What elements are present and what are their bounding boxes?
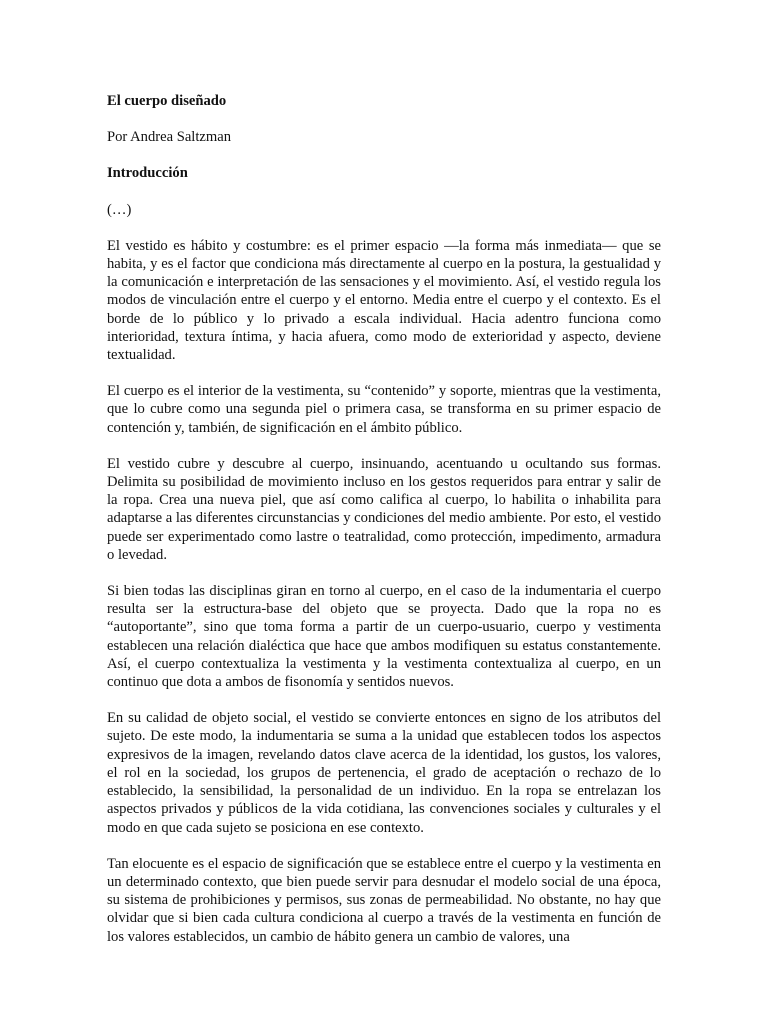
paragraph-6: Tan elocuente es el espacio de significación que se establece entre el cuerpo y la vestimenta en un determinado contexto, que bien puede servir para desnudar el modelo social de una época, su sistema de prohibiciones y permisos, sus zonas de permeabilidad. No obstante, no hay que olvidar que si bien cada cultura condiciona al cuerpo a través de la vestimenta en función de los valores establecidos, un cambio de hábito genera un cambio de valores, una [107,855,661,945]
document-author: Por Andrea Saltzman [107,129,232,146]
omission-marker: (…) [107,201,132,218]
section-heading: Introducción [107,165,188,182]
paragraph-4: Si bien todas las disciplinas giran en torno al cuerpo, en el caso de la indumentaria el cuerpo resulta ser la estructura-base del objeto que se proyecta. Dado que la ropa no es “autoportante”, sino que toma forma a partir de un cuerpo-usuario, cuerpo y vestimenta establecen una relación dialéctica que hace que ambos modifiquen su estatus constantemente. Así, el cuerpo contextualiza la vestimenta y la vestimenta contextualiza al cuerpo, en un continuo que dota a ambos de fisonomía y sentidos nuevos. [107,583,661,691]
paragraph-5: En su calidad de objeto social, el vestido se convierte entonces en signo de los atributos del sujeto. De este modo, la indumentaria se suma a la unidad que establecen todos los aspectos expresivos de la imagen, revelando datos clave acerca de la identidad, los gustos, los valores, el rol en la sociedad, los grupos de pertenencia, el grado de aceptación o rechazo de lo establecido, la sensibilidad, la personalidad de un individuo. En la ropa se entrelazan los aspectos privados y públicos de la vida cotidiana, las convenciones sociales y culturales y el modo en que cada sujeto se posiciona en ese contexto. [107,710,661,836]
paragraph-2: El cuerpo es el interior de la vestimenta, su “contenido” y soporte, mientras que la vestimenta, que lo cubre como una segunda piel o primera casa, se transforma en su primer espacio de contención y, también, de significación en el ámbito público. [107,383,661,436]
document-page [107,92,661,964]
document-title: El cuerpo diseñado [107,93,227,109]
paragraph-1: El vestido es hábito y costumbre: es el primer espacio —la forma más inmediata— que se habita, y es el factor que condiciona más directamente al cuerpo en la postura, la gestualidad y la comunicación e interpretación de las sensaciones y el movimiento. Así, el vestido regula los modos de vinculación entre el cuerpo y el entorno. Media entre el cuerpo y el contexto. Es el borde de lo público y lo privado a escala individual. Hacia adentro funciona como interioridad, textura íntima, y hacia afuera, como modo de exterioridad y aspecto, deviene textualidad. [107,237,661,364]
paragraph-3: El vestido cubre y descubre al cuerpo, insinuando, acentuando u ocultando sus formas. Delimita su posibilidad de movimiento incluso en los gestos requeridos para entrar y salir de la ropa. Crea una nueva piel, que así como califica al cuerpo, lo habilita o inhabilita para adaptarse a las diferentes circunstancias y condiciones del medio ambiente. Por esto, el vestido puede ser experimentado como lastre o teatralidad, como protección, impedimento, armadura o levedad. [107,455,661,563]
